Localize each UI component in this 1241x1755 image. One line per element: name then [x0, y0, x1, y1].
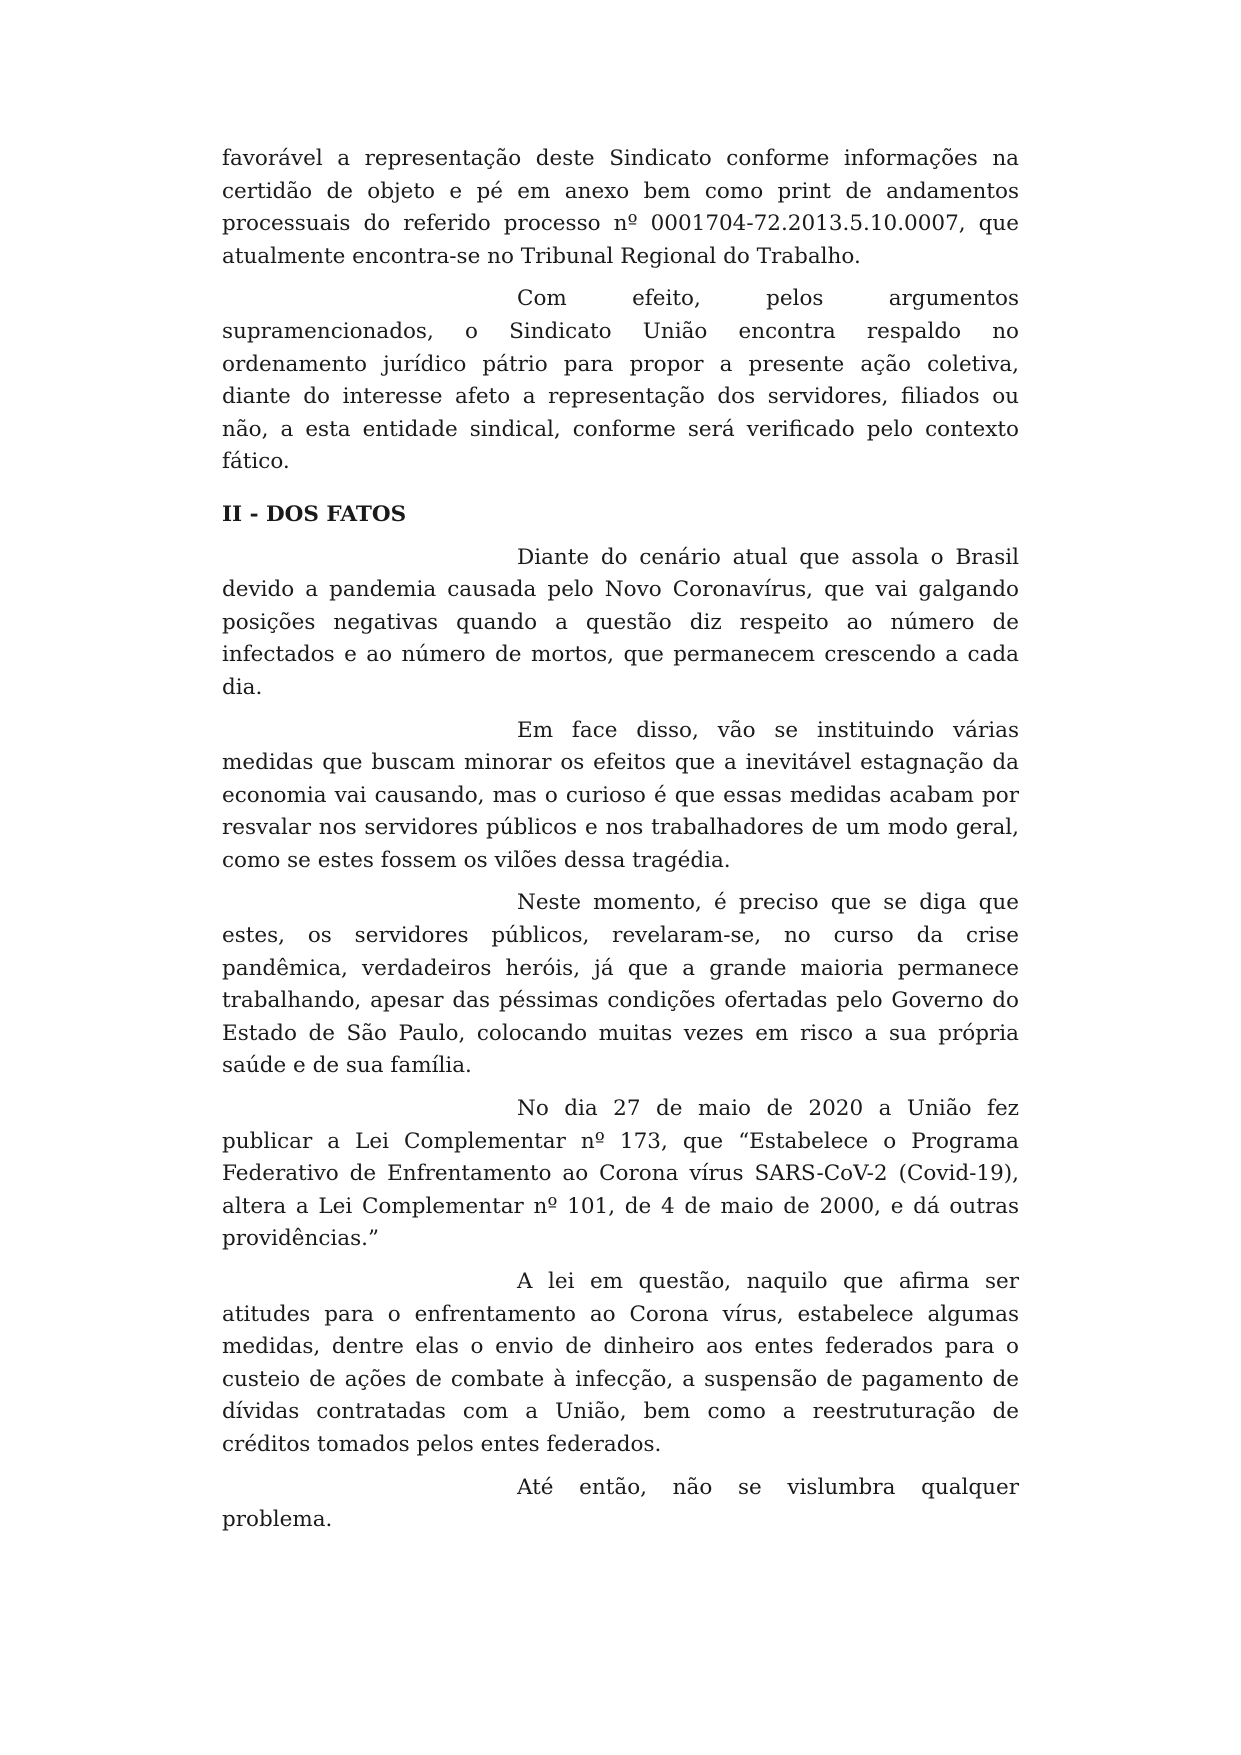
paragraph-legal-basis: Com efeito, pelos argumentos supramencionados, o Sindicato União encontra respaldo no ordenamento jurídico pátrio para propor a presente ação coletiva, diante do interesse afeto a representação dos servidores, filiados ou não, a esta entidade sindical, conforme será verificado pelo contexto fático.	[222, 286, 1019, 475]
paragraph-complementary-law: No dia 27 de maio de 2020 a União fez publicar a Lei Complementar nº 173, que “Estabelece o Programa Federativo de Enfrentamento ao Corona vírus SARS-CoV-2 (Covid-19), altera a Lei Complementar nº 101, de 4 de maio de 2000, e dá outras providências.”	[222, 1096, 1019, 1252]
document-page	[222, 143, 1019, 1547]
paragraph-public-servants: Neste momento, é preciso que se diga que estes, os servidores públicos, revelaram-se, no curso da crise pandêmica, verdadeiros heróis, já que a grande maioria permanece trabalhando, apesar das péssimas condições ofertadas pelo Governo do Estado de São Paulo, colocando muitas vezes em risco a sua própria saúde e de sua família.	[222, 890, 1019, 1079]
paragraph-no-problem: Até então, não se vislumbra qualquer problema.	[222, 1474, 1019, 1533]
section-heading: II - DOS FATOS	[222, 501, 407, 527]
paragraph-representation: favorável a representação deste Sindicato conforme informações na certidão de objeto e pé em anexo bem como print de andamentos processuais do referido processo nº 0001704-72.2013.5.10.0007, que atualmente encontra-se no Tribunal Regional do Trabalho.	[222, 146, 1019, 269]
paragraph-law-measures: A lei em questão, naquilo que afirma ser atitudes para o enfrentamento ao Corona vírus, estabelece algumas medidas, dentre elas o envio de dinheiro aos entes federados para o custeio de ações de combate à infecção, a suspensão de pagamento de dívidas contratadas com a União, bem como a reestruturação de créditos tomados pelos entes federados.	[222, 1269, 1019, 1457]
paragraph-pandemic-scenario: Diante do cenário atual que assola o Brasil devido a pandemia causada pelo Novo Coronavírus, que vai galgando posições negativas quando a questão diz respeito ao número de infectados e ao número de mortos, que permanecem crescendo a cada dia.	[222, 544, 1019, 700]
paragraph-measures: Em face disso, vão se instituindo várias medidas que buscam minorar os efeitos que a inevitável estagnação da economia vai causando, mas o curioso é que essas medidas acabam por resvalar nos servidores públicos e nos trabalhadores de um modo geral, como se estes fossem os vilões dessa tragédia.	[222, 717, 1019, 873]
